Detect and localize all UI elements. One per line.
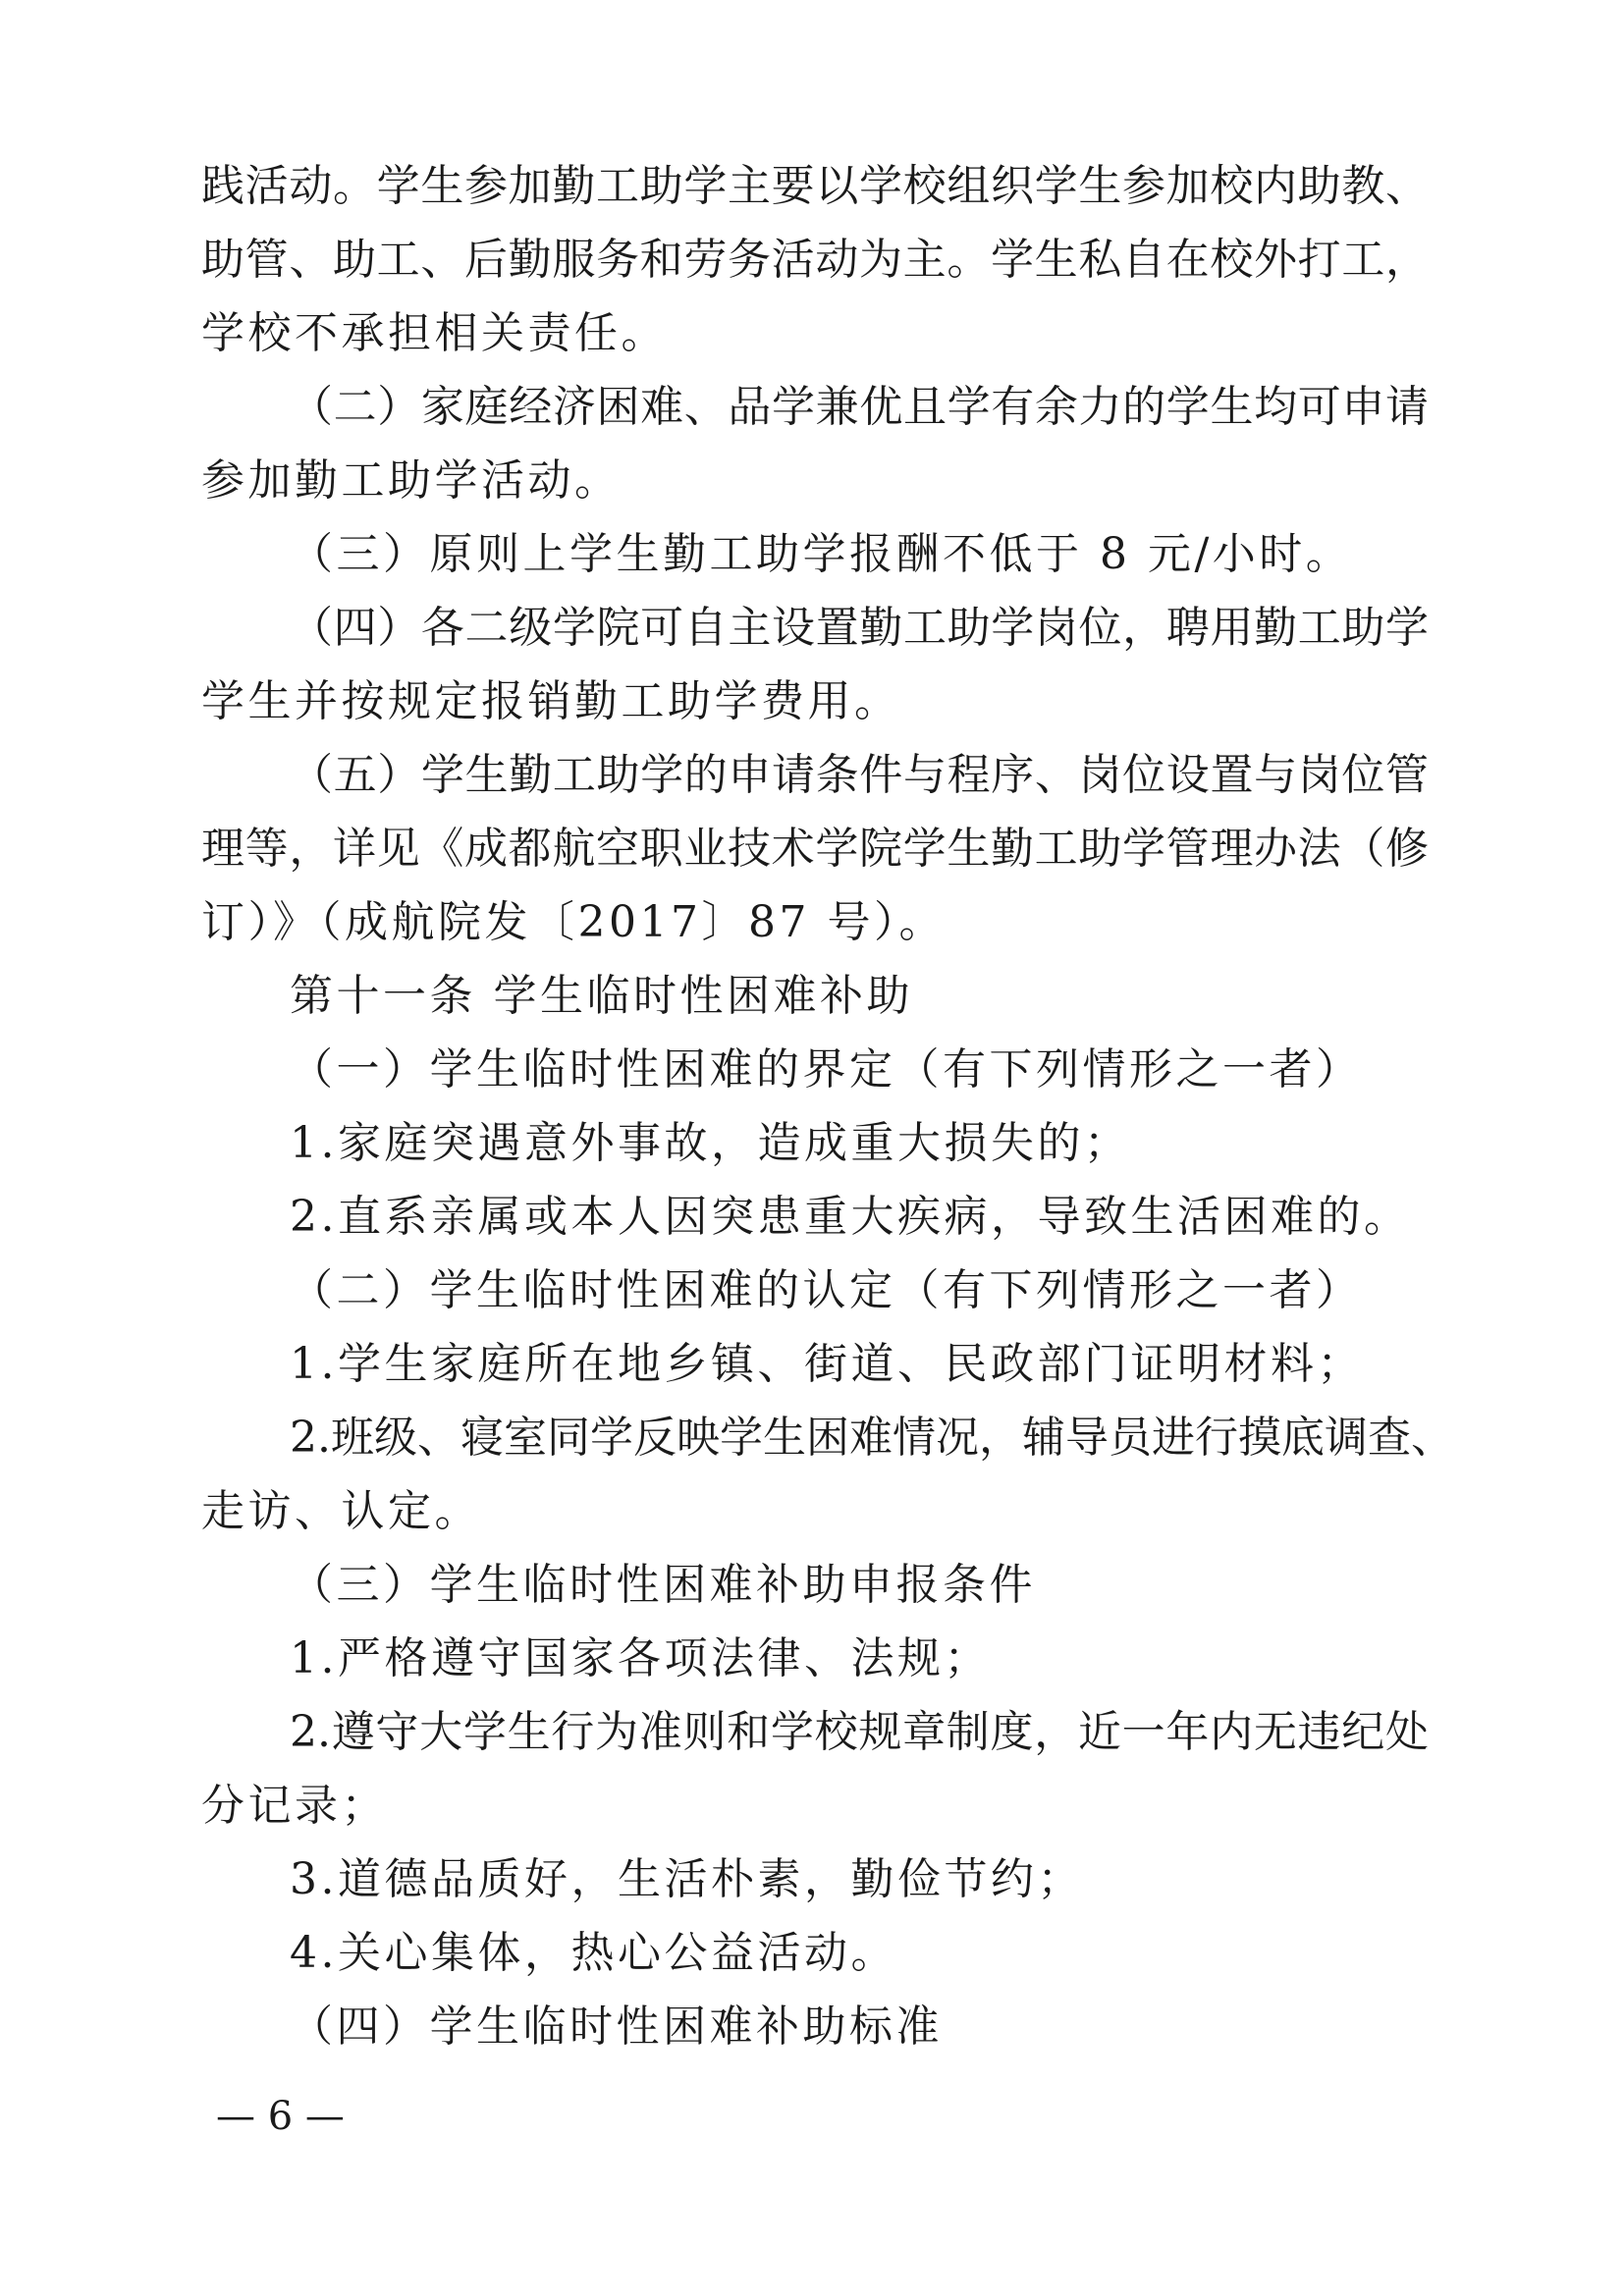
text-line-23: 分记录； [201,1781,388,1831]
text-line-1: 践活动。学生参加勤工助学主要以学校组织学生参加校内助教、 [201,161,1429,211]
text-line-19: 走访、认定。 [201,1486,481,1536]
text-line-3: 学校不承担相关责任。 [201,308,668,358]
text-line-8: 学生并按规定报销勤工助学费用。 [201,676,901,726]
text-line-21: 1.严格遵守国家各项法律、法规； [290,1633,991,1683]
text-line-5: 参加勤工助学活动。 [201,455,622,506]
text-line-2: 助管、助工、后勤服务和劳务活动为主。学生私自在校外打工， [201,235,1429,285]
text-line-22: 2.遵守大学生行为准则和学校规章制度，近一年内无违纪处 [290,1707,1429,1757]
text-line-26: （四）学生临时性困难补助标准 [290,2002,943,2052]
text-line-15: 2.直系亲属或本人因突患重大疾病，导致生活困难的。 [290,1192,1411,1242]
text-line-9: （五）学生勤工助学的申请条件与程序、岗位设置与岗位管 [290,750,1429,800]
text-line-13: （一）学生临时性困难的界定（有下列情形之一者） [290,1044,1363,1095]
page-number: — 6 — [216,2094,345,2139]
text-line-4: （二）家庭经济困难、品学兼优且学有余力的学生均可申请 [290,382,1429,432]
text-line-7: （四）各二级学院可自主设置勤工助学岗位，聘用勤工助学 [290,603,1429,653]
text-line-24: 3.道德品质好，生活朴素，勤俭节约； [290,1854,1084,1904]
text-line-10: 理等，详见《成都航空职业技术学院学生勤工助学管理办法（修 [201,824,1429,874]
text-line-11: 订）》（成航院发〔2017〕87 号）。 [201,897,946,947]
text-line-6: （三）原则上学生勤工助学报酬不低于 8 元/小时。 [290,529,1353,579]
article-heading: 第十一条 学生临时性困难补助 [290,971,913,1021]
text-line-16: （二）学生临时性困难的认定（有下列情形之一者） [290,1265,1363,1315]
text-line-25: 4.关心集体，热心公益活动。 [290,1928,897,1978]
text-line-14: 1.家庭突遇意外事故，造成重大损失的； [290,1118,1131,1168]
text-line-17: 1.学生家庭所在地乡镇、街道、民政部门证明材料； [290,1339,1364,1389]
text-line-20: （三）学生临时性困难补助申报条件 [290,1560,1036,1610]
text-line-18: 2.班级、寝室同学反映学生困难情况，辅导员进行摸底调查、 [290,1413,1454,1463]
